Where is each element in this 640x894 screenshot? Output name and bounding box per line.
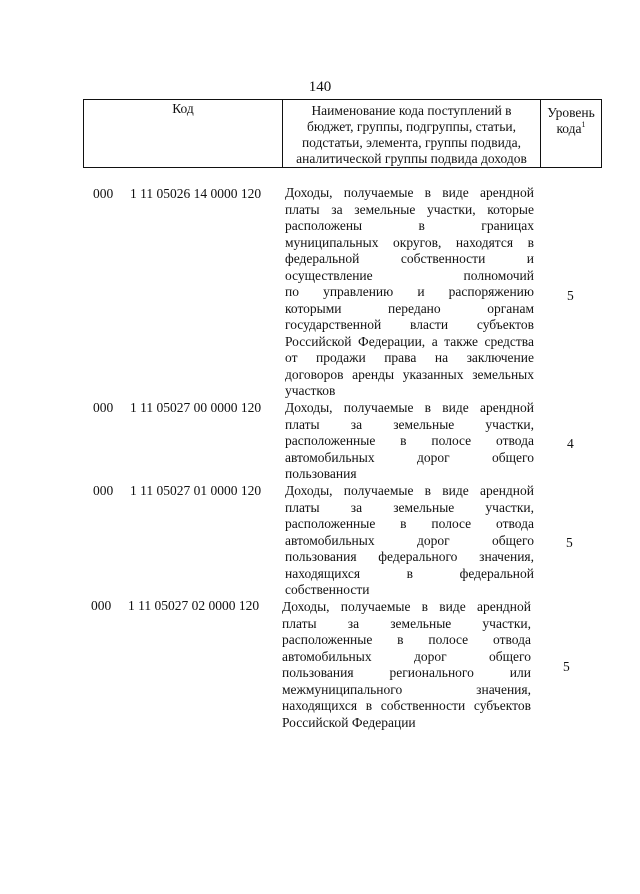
description-line: пользования федерального значения, xyxy=(285,549,534,564)
description-line: осуществление полномочий xyxy=(285,267,534,283)
revenue-description xyxy=(285,185,534,400)
description-line: государственной власти субъектов xyxy=(285,317,534,332)
revenue-code: 1 11 05027 00 0000 120 xyxy=(130,400,262,415)
description-line: расположенные в полосе отвода xyxy=(282,632,531,647)
description-line: автомобильных дорог общего xyxy=(285,449,534,465)
admin-code: 000 xyxy=(93,483,114,498)
description-line: расположенные в полосе отвода xyxy=(285,516,534,531)
description-line: автомобильных дорог общего xyxy=(282,648,531,664)
description-line: платы за земельные участки, которые xyxy=(285,201,534,217)
description-line: Доходы, получаемые в виде арендной xyxy=(285,400,534,415)
header-name-line: бюджет, группы, подгруппы, статьи, xyxy=(307,119,516,134)
description-line: которыми передано органам xyxy=(285,300,534,316)
description-line: Доходы, получаемые в виде арендной xyxy=(285,483,534,498)
description-line: расположенные в полосе отвода xyxy=(285,433,534,448)
description-line: участков xyxy=(285,383,336,398)
header-level xyxy=(541,100,601,167)
description-line: по управлению и распоряжению xyxy=(285,284,534,299)
description-line: муниципальных округов, находятся в xyxy=(285,234,534,250)
revenue-code: 1 11 05027 01 0000 120 xyxy=(130,483,262,498)
header-name xyxy=(283,100,541,167)
description-line: пользования xyxy=(285,466,357,481)
description-line: Доходы, получаемые в виде арендной xyxy=(285,185,534,200)
admin-code: 000 xyxy=(91,598,112,613)
header-name-line: аналитической группы подвида доходов xyxy=(296,151,527,166)
code-level: 5 xyxy=(563,659,570,674)
code-level: 4 xyxy=(567,436,574,451)
header-level-line: Уровень xyxy=(547,105,595,120)
header-level-word: кода xyxy=(556,121,582,136)
description-line: договоров аренды указанных земельных xyxy=(285,366,534,382)
page-number: 140 xyxy=(308,79,332,95)
description-line: автомобильных дорог общего xyxy=(285,532,534,548)
revenue-description xyxy=(285,400,534,483)
header-level-line xyxy=(541,121,601,137)
revenue-code: 1 11 05026 14 0000 120 xyxy=(130,186,262,201)
description-line: платы за земельные участки, xyxy=(282,615,531,631)
description-line: Российской Федерации xyxy=(282,714,416,730)
revenue-description xyxy=(282,599,531,731)
header-name-line: подстатьи, элемента, группы подвида, xyxy=(301,135,522,150)
description-line: федеральной собственности и xyxy=(285,251,534,266)
revenue-code: 1 11 05027 02 0000 120 xyxy=(128,598,260,613)
admin-code: 000 xyxy=(93,400,114,415)
description-line: от продажи права на заключение xyxy=(285,350,534,365)
description-line: находящихся в федеральной xyxy=(285,565,534,581)
description-line: Доходы, получаемые в виде арендной xyxy=(282,599,531,614)
code-level: 5 xyxy=(567,288,574,303)
description-line: расположены в границах xyxy=(285,218,534,233)
description-line: межмуниципального значения, xyxy=(282,681,531,697)
admin-code: 000 xyxy=(93,186,114,201)
table-header xyxy=(83,99,602,168)
code-level: 5 xyxy=(566,535,573,550)
header-code: Код xyxy=(84,100,283,167)
description-line: платы за земельные участки, xyxy=(285,499,534,515)
description-line: пользования регионального или xyxy=(282,665,531,680)
description-line: собственности xyxy=(285,582,370,597)
revenue-description xyxy=(285,483,534,599)
footnote-marker: 1 xyxy=(581,120,586,129)
header-name-line: Наименование кода поступлений в xyxy=(311,103,512,118)
description-line: платы за земельные участки, xyxy=(285,416,534,432)
description-line: находящихся в собственности субъектов xyxy=(282,698,531,713)
description-line: Российской Федерации, а также средства xyxy=(285,333,534,349)
